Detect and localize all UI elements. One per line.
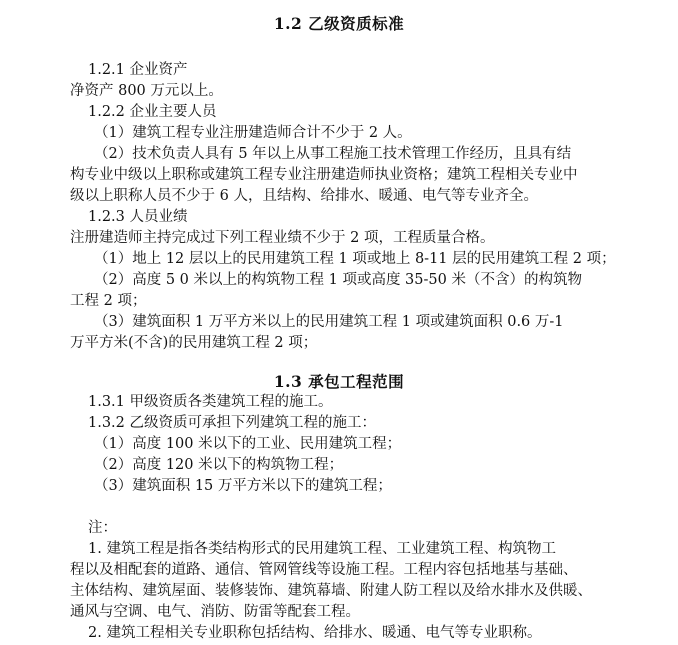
note-item-2: 2. 建筑工程相关专业职称包括结构、给排水、暖通、电气等专业职称。 [88,625,542,641]
text-line: 工程 2 项； [70,293,147,309]
section-heading-1-2: 1.2 乙级资质标准 [273,14,405,33]
subsection-1-2-1: 1.2.1 企业资产 [88,62,188,78]
note-item-1: 1. 建筑工程是指各类结构形式的民用建筑工程、工业建筑工程、构筑物工 [88,541,556,557]
text-line: 注册建造师主持完成过下列工程业绩不少于 2 项，工程质量合格。 [70,230,495,246]
text-line: （2）高度 120 米以下的构筑物工程； [94,457,344,473]
text-line: （1）高度 100 米以下的工业、民用建筑工程； [94,436,402,452]
subsection-1-3-2: 1.3.2 乙级资质可承担下列建筑工程的施工： [88,415,377,431]
text-line: 主体结构、建筑屋面、装修装饰、建筑幕墙、附建人防工程以及给水排水及供暖、 [70,583,592,599]
subsection-1-2-3: 1.2.3 人员业绩 [88,209,188,225]
text-line: 通风与空调、电气、消防、防雷等配套工程。 [70,604,360,620]
text-line: 构专业中级以上职称或建筑工程专业注册建造师执业资格；建筑工程相关专业中 [70,167,578,183]
text-line: 级以上职称人员不少于 6 人，且结构、给排水、暖通、电气等专业齐全。 [70,188,538,204]
notes-label: 注： [88,520,117,536]
text-line: 净资产 800 万元以上。 [70,83,223,99]
text-line: （3）建筑面积 1 万平方米以上的民用建筑工程 1 项或建筑面积 0.6 万-1 [94,314,564,330]
text-line: （2）技术负责人具有 5 年以上从事工程施工技术管理工作经历，且具有结 [94,146,572,162]
text-line: （2）高度 5 0 米以上的构筑物工程 1 项或高度 35-50 米（不含）的构筑物 [94,272,582,288]
text-line: 程以及相配套的道路、通信、管网管线等设施工程。工程内容包括地基与基础、 [70,562,578,578]
text-line: 万平方米(不含)的民用建筑工程 2 项； [70,335,318,351]
text-line: （3）建筑面积 15 万平方米以下的建筑工程； [94,478,392,494]
text-line: （1）地上 12 层以上的民用建筑工程 1 项或地上 8-11 层的民用建筑工程 2 项； [94,251,616,267]
text-line: （1）建筑工程专业注册建造师合计不少于 2 人。 [94,125,412,141]
subsection-1-3-1: 1.3.1 甲级资质各类建筑工程的施工。 [88,394,333,410]
subsection-1-2-2: 1.2.2 企业主要人员 [88,104,217,120]
section-heading-1-3: 1.3 承包工程范围 [273,372,405,391]
